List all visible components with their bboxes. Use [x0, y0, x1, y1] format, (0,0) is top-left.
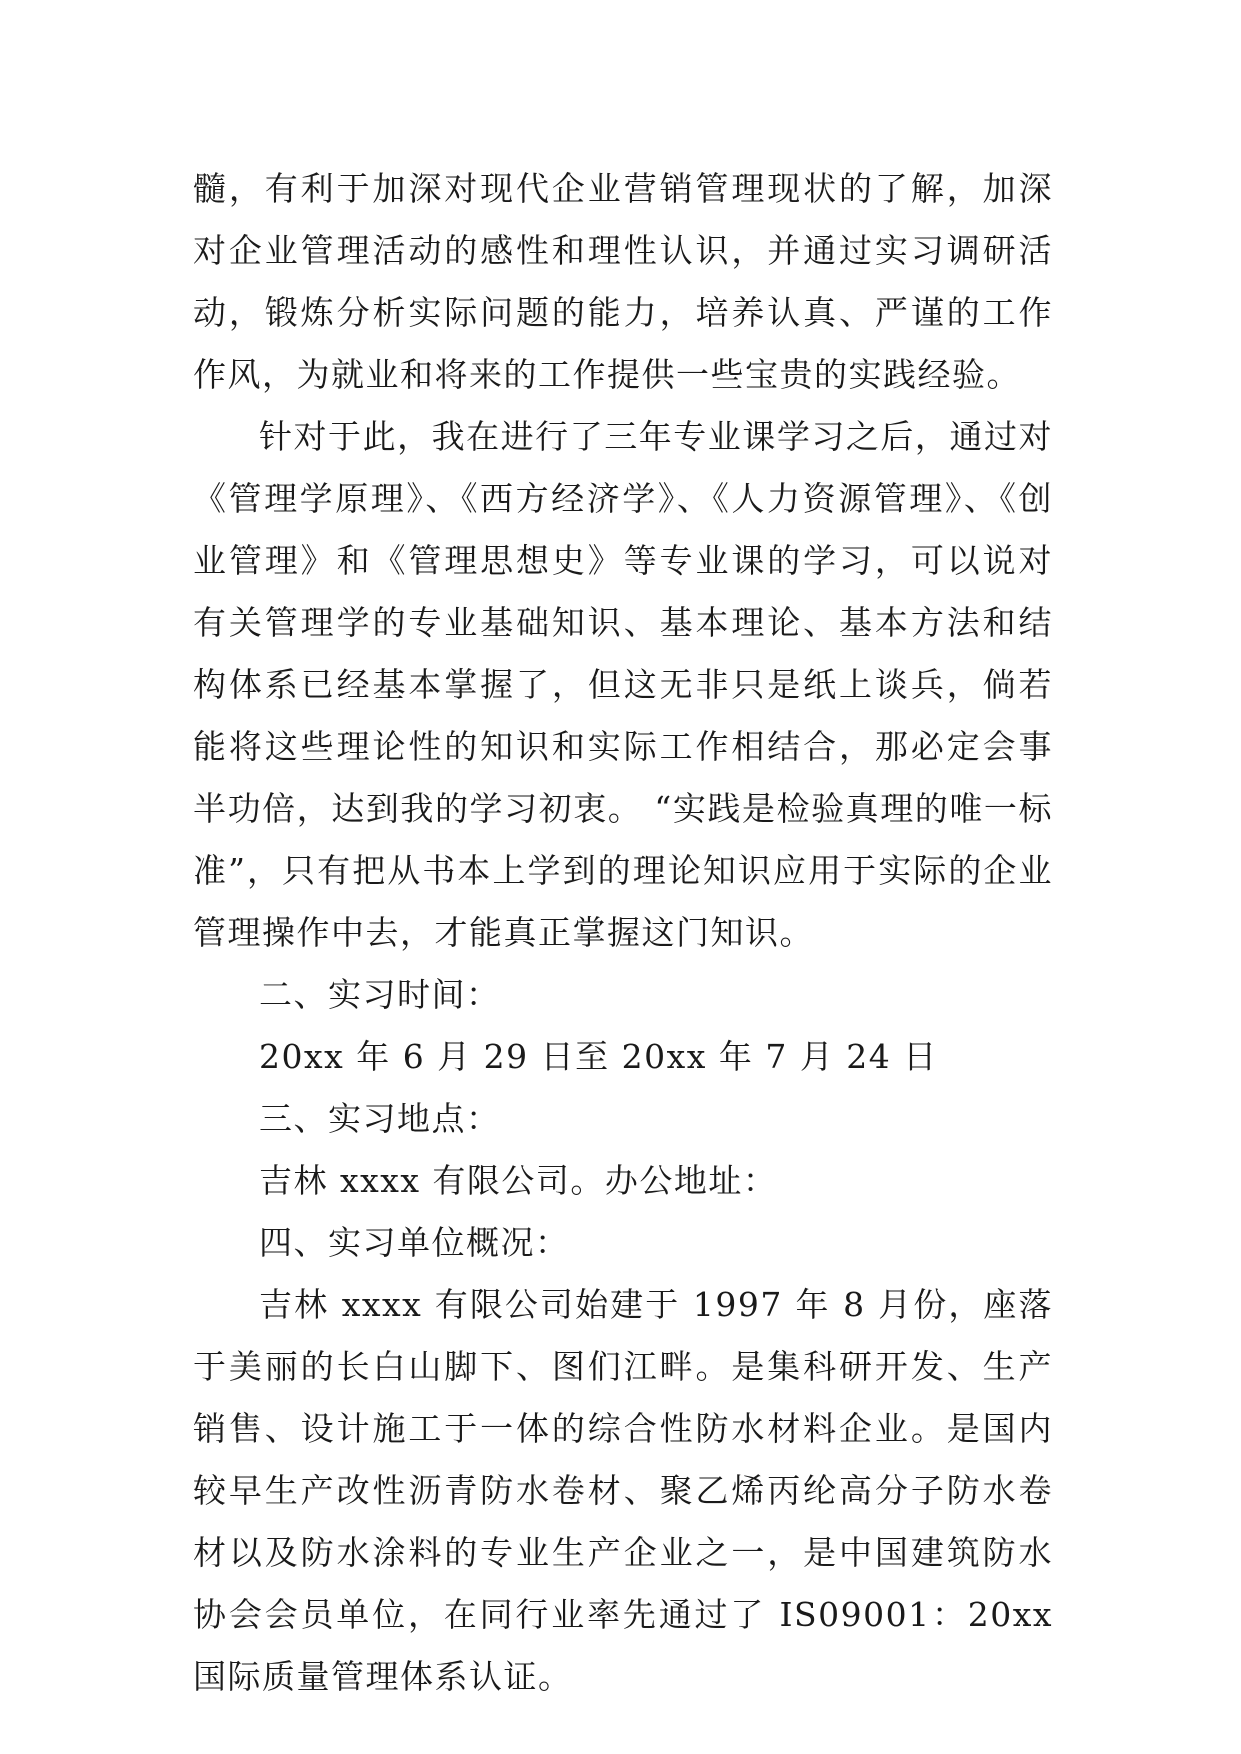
paragraph-overview: 吉林 xxxx 有限公司始建于 1997 年 8 月份，座落于美丽的长白山脚下、图们江畔。是集科研开发、生产销售、设计施工于一体的综合性防水材料企业。是国内较早生产改性沥青防水卷材、聚乙烯丙纶高分子防水卷材以及防水涂料的专业生产企业之一，是中国建筑防水协会会员单位，在同行业率先通过了 IS09001：20xx 国际质量管理体系认证。	[193, 1285, 1053, 1696]
document-body	[193, 158, 1053, 1708]
section-heading-overview: 四、实习单位概况：	[259, 1223, 570, 1262]
paragraph-continuation: 髓，有利于加深对现代企业营销管理现状的了解，加深对企业管理活动的感性和理性认识，并通过实习调研活动，锻炼分析实际问题的能力，培养认真、严谨的工作作风，为就业和将来的工作提供一些宝贵的实践经验。	[193, 169, 1053, 394]
section-heading-location: 三、实习地点：	[259, 1099, 501, 1138]
paragraph-time: 20xx 年 6 月 29 日至 20xx 年 7 月 24 日	[259, 1037, 938, 1076]
section-heading-time: 二、实习时间：	[259, 975, 501, 1014]
paragraph-motivation: 针对于此，我在进行了三年专业课学习之后，通过对《管理学原理》、《西方经济学》、《人力资源管理》、《创业管理》和《管理思想史》等专业课的学习，可以说对有关管理学的专业基础知识、基本理论、基本方法和结构体系已经基本掌握了，但这无非只是纸上谈兵，倘若能将这些理论性的知识和实际工作相结合，那必定会事半功倍，达到我的学习初衷。 “实践是检验真理的唯一标准”，只有把从书本上学到的理论知识应用于实际的企业管理操作中去，才能真正掌握这门知识。	[193, 417, 1053, 952]
paragraph-location: 吉林 xxxx 有限公司。办公地址：	[259, 1161, 778, 1200]
